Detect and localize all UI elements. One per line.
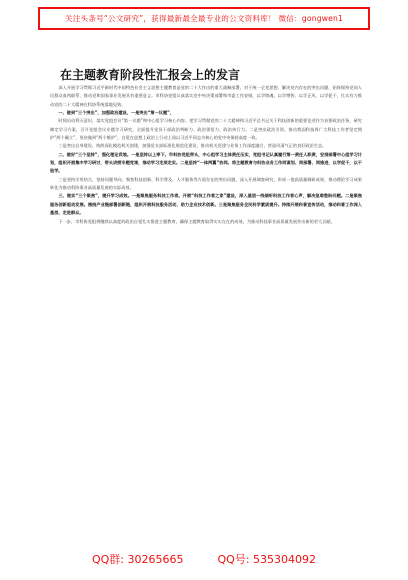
body-paragraph: 三是突出自身建设，持续深化模范机关创建，加强党支部标准化规范化建设，推动机关党建与业务工作深度融合，营造风清气正的良好政治生态。 xyxy=(58,143,327,149)
document-title: 在主题教育阶段性汇报会上的发言 xyxy=(60,68,241,82)
contact-footer xyxy=(0,549,408,569)
body-paragraph: 深入开展学习贯彻习近平新时代中国特色社会主义思想主题教育是党的二十大作出的重大战略部署，对于统一全党思想、解决党内存在的突出问题、始终保持党同人民群众血肉联系、推动党和国家事业发展具有重要意义。市科协党组认真落实党中央决策部署和市委工作安排，以学铸魂、以学增智、以学正风、以学促干，扎实有力推动党的二十大精神在科协系统落地见效。 xyxy=(50,85,362,107)
body-paragraph: 时间启动利天意识，落实党组会议“第一议题”和中心组学习核心内容。把学习贯彻党的二十大精神和习近平总书记关于科技创新的重要论述作为首要政治任务，研究制定学习方案，召开党组会议专题学习研究，全面提升党员干部政治判断力、政治领悟力、政治执行力。二是突出政治引领。推动我国科技界广大科技工作者坚定拥护“两个确立”、坚决做到“两个维护”，自觉在思想上政治上行动上同以习近平同志为核心的党中央保持高度一致。 xyxy=(50,118,362,141)
section-heading: 二、做好“三个坚持”，强化理论武装。一是坚持以上率下。市科协党组带头，中心组学习主体责任压实，党组书记认真履行第一责任人职责，安排部署中心组学习计划，组织开展集中学习研讨，带头讲授专题党课，推动学习走深走实。二是坚持“一体两翼”协同。将主题教育与科协业务工作同谋划、同部署、同推进，以学促干，以干验学。 xyxy=(50,151,362,174)
section-heading: 一、做到“三个突出”，加强政治建设，一是突出“第一议题”， xyxy=(58,110,175,116)
qq-number-label: QQ号: 535304092 xyxy=(217,553,317,566)
document-body xyxy=(50,84,362,544)
promo-banner: 关注头条号“公文研究”，获得最新最全最专业的公文资料库！ 微信：gongwen1 xyxy=(38,7,370,30)
qq-group-label: QQ群: 30265665 xyxy=(91,553,184,566)
section-heading: 三、做实“三个聚焦”，提升学习成效。一是聚焦服务科技工作者。开展“科技工作者之家”建设，深入基层一线倾听科技工作者心声，解决急难愁盼问题。二是聚焦服务创新驱动发展。围绕产业链部署创新链，组织开展科技服务活动，助力企业技术创新。三是聚焦服务全民科学素质提升。持续开展科普宣传活动，推动科普工作深入基层、走进群众。 xyxy=(50,193,362,216)
body-paragraph: 三是坚持学用结合，坚持问题导向，聚焦科技创新、科学普及、人才服务等方面存在的突出问题，深入开展调查研究，形成一批高质量调研成果，推动理论学习成果转化为推动科协事业高质量发展的实际成效。 xyxy=(50,176,362,191)
body-paragraph: 下一步，市科协党组将继续以高度的政治自觉扎实推进主题教育，确保主题教育取得实实在在的成效，为推动科技事业高质量发展作出新的更大贡献。 xyxy=(58,218,335,224)
